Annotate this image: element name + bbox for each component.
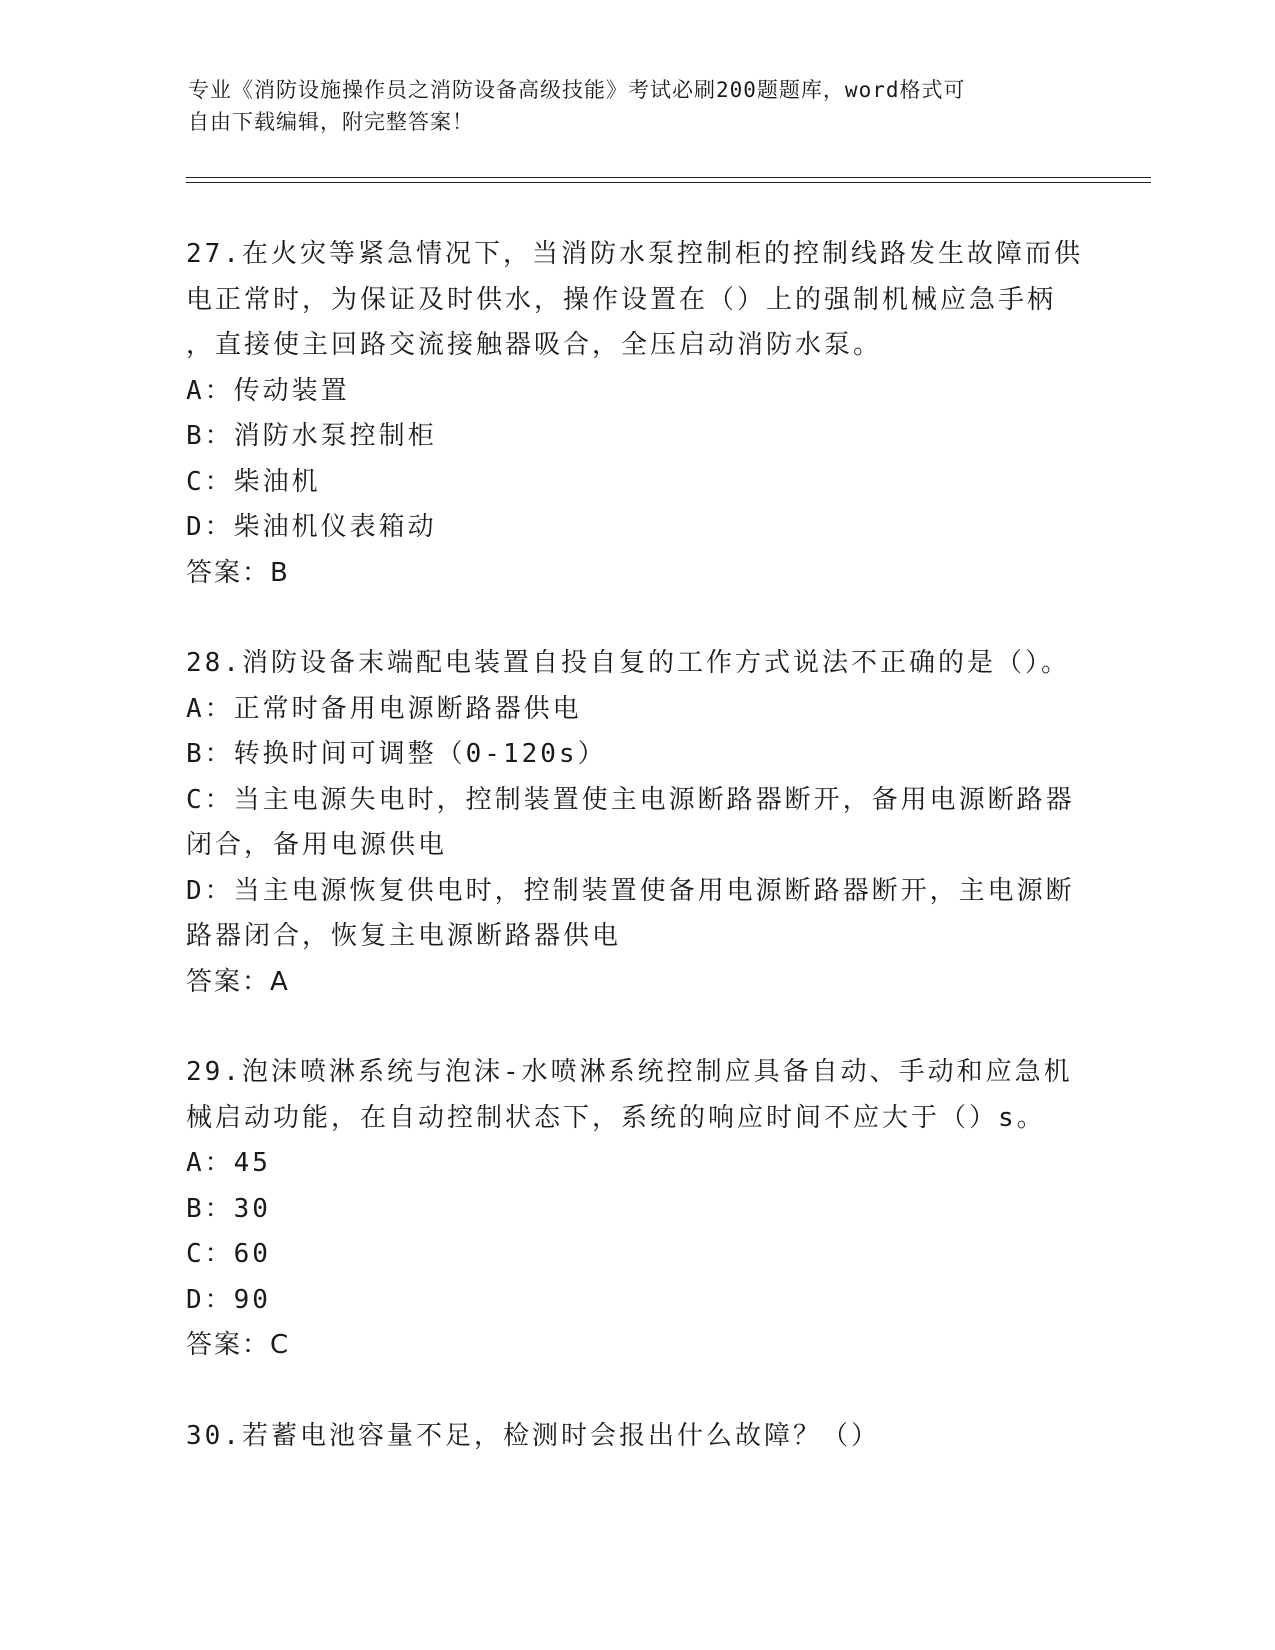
question-stem-line: 28.消防设备末端配电装置自投自复的工作方式说法不正确的是（）。 <box>186 648 1070 678</box>
option-b: B：转换时间可调整（0-120s） <box>186 739 607 769</box>
option-a: A：传动装置 <box>186 375 350 406</box>
option-a: A：45 <box>186 1148 271 1178</box>
option-c: C：当主电源失电时，控制装置使主电源断路器断开，备用电源断路器 <box>186 784 1075 815</box>
option-d-continued: 路器闭合，恢复主电源断路器供电 <box>186 921 622 951</box>
option-c-continued: 闭合，备用电源供电 <box>186 830 448 860</box>
question-stem-line: 30.若蓄电池容量不足，检测时会报出什么故障？（） <box>186 1420 880 1451</box>
question-29 <box>186 1050 1086 1369</box>
option-b: B：消防水泵控制柜 <box>186 421 437 451</box>
option-b: B：30 <box>186 1193 271 1224</box>
option-d: D：90 <box>186 1284 271 1315</box>
question-list <box>186 232 1086 1459</box>
header-line-2: 自由下载编辑，附完整答案！ <box>188 110 474 134</box>
question-stem-line: 电正常时，为保证及时供水，操作设置在（）上的强制机械应急手柄 <box>186 284 1057 315</box>
option-c: C：柴油机 <box>186 466 321 497</box>
option-d: D：柴油机仪表箱动 <box>186 512 437 542</box>
option-c: C：60 <box>186 1239 271 1269</box>
answer-label: 答案：C <box>186 1330 291 1360</box>
header-divider-top <box>186 177 1151 178</box>
question-stem-line: 29.泡沫喷淋系统与泡沫-水喷淋系统控制应具备自动、手动和应急机 <box>186 1057 1073 1087</box>
question-28 <box>186 641 1086 1005</box>
document-header <box>188 74 1068 138</box>
question-stem-line: ，直接使主回路交流接触器吸合，全压启动消防水泵。 <box>186 330 883 360</box>
option-a: A：正常时备用电源断路器供电 <box>186 693 582 724</box>
question-stem-line: 械启动功能，在自动控制状态下，系统的响应时间不应大于（）s。 <box>186 1102 1046 1133</box>
question-stem-line: 27.在火灾等紧急情况下，当消防水泵控制柜的控制线路发生故障而供 <box>186 239 1083 269</box>
option-d: D：当主电源恢复供电时，控制装置使备用电源断路器断开，主电源断 <box>186 875 1075 906</box>
answer-label: 答案：B <box>186 557 290 588</box>
question-27 <box>186 232 1086 596</box>
header-divider-bottom <box>186 182 1151 183</box>
question-30 <box>186 1414 1086 1460</box>
answer-label: 答案：A <box>186 966 290 997</box>
header-line-1: 专业《消防设施操作员之消防设备高级技能》考试必刷200题题库，word格式可 <box>188 78 966 102</box>
